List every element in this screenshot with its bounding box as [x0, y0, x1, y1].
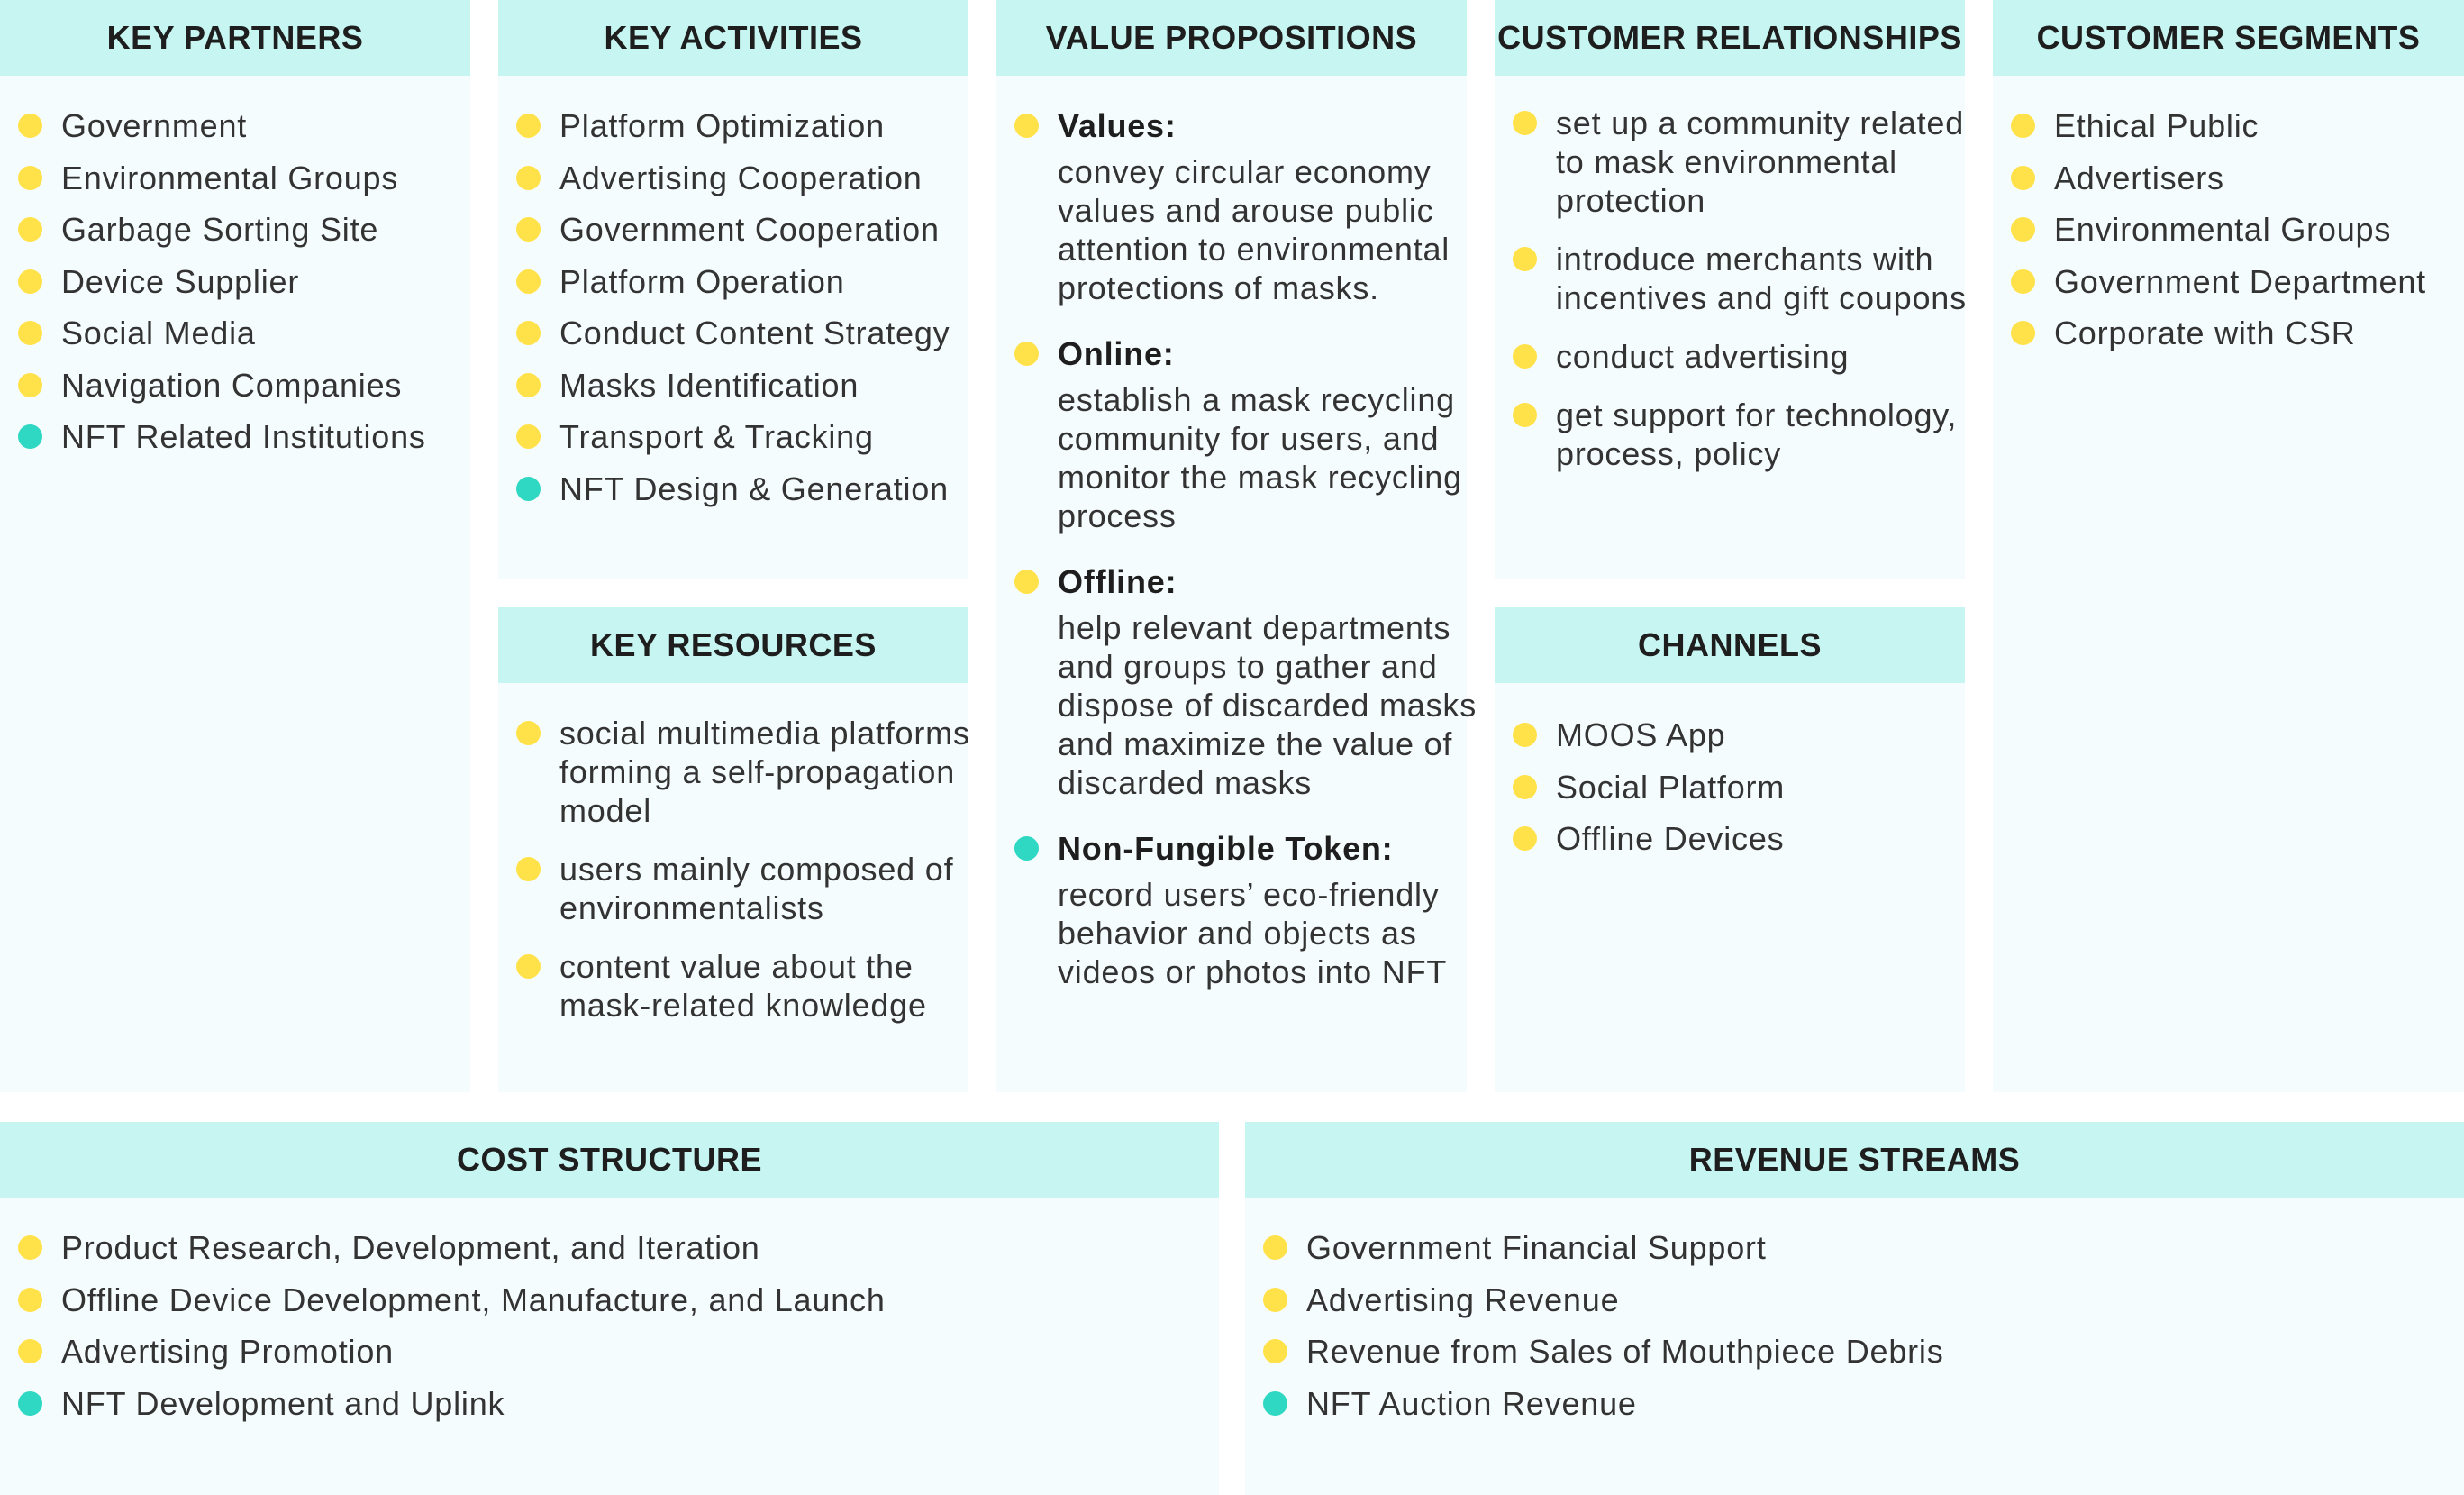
item-text-line: community for users, and [1058, 420, 1440, 457]
item-label: Garbage Sorting Site [61, 211, 379, 248]
item-label: Advertising Revenue [1306, 1281, 1620, 1318]
list-item [1993, 314, 2464, 352]
item-text-line: forming a self-propagation [559, 753, 956, 790]
item-title: Offline: [1058, 563, 1177, 600]
item-text-line: social multimedia platforms [559, 715, 970, 752]
yellow-bullet-icon [516, 424, 541, 449]
item-text-line: protections of masks. [1058, 269, 1379, 306]
item-text-line: attention to environmental [1058, 231, 1450, 268]
yellow-bullet-icon [1263, 1235, 1287, 1260]
item-label: Offline Devices [1556, 820, 1785, 857]
revenue-streams-list [1245, 1228, 2464, 1423]
yellow-bullet-icon [1014, 342, 1039, 366]
item-text-line: behavior and objects as [1058, 915, 1417, 952]
item-text-line: conduct advertising [1556, 338, 1850, 375]
yellow-bullet-icon [516, 857, 541, 881]
customer-segments-header: CUSTOMER SEGMENTS [1993, 0, 2464, 76]
item-text-line: record users’ eco-friendly [1058, 876, 1440, 913]
yellow-bullet-icon [1513, 247, 1537, 271]
list-item [498, 210, 968, 249]
item-label: Revenue from Sales of Mouthpiece Debris [1306, 1333, 1944, 1370]
list-item [498, 106, 968, 145]
yellow-bullet-icon [1513, 775, 1537, 799]
yellow-bullet-icon [1513, 111, 1537, 135]
yellow-bullet-icon [1513, 403, 1537, 427]
item-text-line: and maximize the value of [1058, 725, 1453, 762]
list-item [1993, 106, 2464, 145]
item-label: Transport & Tracking [559, 418, 874, 455]
item-label: Advertising Cooperation [559, 159, 923, 196]
yellow-bullet-icon [18, 373, 42, 397]
item-label: Navigation Companies [61, 366, 403, 404]
list-item [0, 262, 470, 301]
item-label: NFT Design & Generation [559, 469, 949, 507]
yellow-bullet-icon [2011, 217, 2035, 242]
teal-bullet-icon [18, 424, 42, 449]
list-item [996, 106, 1467, 307]
list-item [0, 159, 470, 197]
yellow-bullet-icon [18, 1288, 42, 1312]
yellow-bullet-icon [516, 217, 541, 242]
yellow-bullet-icon [18, 166, 42, 190]
item-label: Environmental Groups [2054, 211, 2392, 248]
yellow-bullet-icon [1014, 114, 1039, 138]
item-text-line: environmentalists [559, 889, 824, 926]
list-item [0, 314, 470, 352]
list-item [0, 1228, 1219, 1267]
yellow-bullet-icon [1263, 1288, 1287, 1312]
customer-segments-panel [1993, 0, 2464, 1092]
item-label: Platform Operation [559, 262, 845, 300]
list-item [0, 1281, 1219, 1319]
yellow-bullet-icon [18, 1339, 42, 1363]
list-item [0, 106, 470, 145]
yellow-bullet-icon [18, 217, 42, 242]
list-item [1245, 1332, 2464, 1371]
item-title: Online: [1058, 335, 1175, 372]
yellow-bullet-icon [516, 114, 541, 138]
item-text-line: get support for technology, [1556, 397, 1958, 433]
item-text-line: videos or photos into NFT [1058, 953, 1448, 990]
item-title: Values: [1058, 107, 1177, 144]
list-item [0, 1384, 1219, 1423]
item-text-line: values and arouse public [1058, 192, 1434, 229]
teal-bullet-icon [516, 477, 541, 501]
key-activities-list [498, 106, 968, 508]
key-resources-panel [498, 607, 968, 1092]
list-item [1993, 262, 2464, 301]
key-activities-panel [498, 0, 968, 579]
value-propositions-panel [996, 0, 1477, 1092]
item-text-line: dispose of discarded masks [1058, 687, 1477, 724]
list-item [0, 417, 470, 456]
item-label: Masks Identification [559, 366, 859, 404]
item-label: Advertising Promotion [61, 1333, 394, 1370]
list-item [1495, 716, 1965, 754]
cost-structure-panel [0, 1122, 1219, 1495]
list-item [996, 334, 1467, 535]
yellow-bullet-icon [516, 721, 541, 745]
list-item [1245, 1228, 2464, 1267]
item-text-line: introduce merchants with [1556, 241, 1934, 278]
list-item [498, 947, 968, 1025]
key-partners-panel [0, 0, 470, 1092]
item-label: Corporate with CSR [2054, 314, 2356, 351]
yellow-bullet-icon [18, 321, 42, 345]
key-partners-list [0, 106, 470, 456]
item-label: Government Cooperation [559, 211, 940, 248]
cost-structure-header: COST STRUCTURE [0, 1122, 1219, 1198]
list-item [0, 366, 470, 405]
key-activities-header: KEY ACTIVITIES [498, 0, 968, 76]
item-text-line: to mask environmental [1556, 143, 1897, 180]
item-text-line: content value about the [559, 948, 914, 985]
yellow-bullet-icon [2011, 269, 2035, 294]
item-text-line: protection [1556, 182, 1706, 219]
item-title: Non-Fungible Token: [1058, 830, 1394, 867]
yellow-bullet-icon [1513, 344, 1537, 369]
item-text-line: monitor the mask recycling [1058, 459, 1462, 496]
teal-bullet-icon [1014, 836, 1039, 861]
item-label: Product Research, Development, and Iteration [61, 1229, 760, 1266]
list-item [1495, 240, 1965, 317]
channels-panel [1495, 607, 1965, 1092]
item-label: Platform Optimization [559, 107, 885, 144]
item-label: NFT Development and Uplink [61, 1384, 505, 1422]
value-propositions-header: VALUE PROPOSITIONS [996, 0, 1467, 76]
item-text-line: process, policy [1556, 435, 1782, 472]
item-text-line: discarded masks [1058, 764, 1313, 801]
yellow-bullet-icon [516, 373, 541, 397]
yellow-bullet-icon [516, 269, 541, 294]
customer-segments-list [1993, 106, 2464, 352]
item-label: NFT Related Institutions [61, 418, 426, 455]
item-label: Environmental Groups [61, 159, 399, 196]
list-item [1993, 210, 2464, 249]
item-text-line: set up a community related [1556, 105, 1965, 141]
item-label: Government [61, 107, 248, 144]
item-text-line: convey circular economy [1058, 153, 1432, 190]
yellow-bullet-icon [1263, 1339, 1287, 1363]
item-text-line: model [559, 792, 652, 829]
yellow-bullet-icon [516, 321, 541, 345]
yellow-bullet-icon [18, 1235, 42, 1260]
cost-structure-list [0, 1228, 1219, 1423]
list-item [0, 210, 470, 249]
list-item [498, 314, 968, 352]
item-label: Government Department [2054, 262, 2426, 300]
item-text-line: users mainly composed of [559, 851, 954, 888]
teal-bullet-icon [18, 1391, 42, 1416]
revenue-streams-panel [1245, 1122, 2464, 1495]
item-label: Device Supplier [61, 262, 300, 300]
revenue-streams-header: REVENUE STREAMS [1245, 1122, 2464, 1198]
value-propositions-list [996, 106, 1477, 991]
item-label: NFT Auction Revenue [1306, 1384, 1637, 1422]
item-label: Social Platform [1556, 768, 1786, 806]
list-item [1495, 104, 1965, 220]
yellow-bullet-icon [2011, 166, 2035, 190]
key-partners-header: KEY PARTNERS [0, 0, 470, 76]
yellow-bullet-icon [1014, 570, 1039, 594]
item-label: Advertisers [2054, 159, 2224, 196]
teal-bullet-icon [1263, 1391, 1287, 1416]
item-label: Offline Device Development, Manufacture, and Launch [61, 1281, 886, 1318]
list-item [498, 159, 968, 197]
key-resources-list [498, 714, 968, 1025]
list-item [1245, 1384, 2464, 1423]
list-item [1245, 1281, 2464, 1319]
item-text-line: and groups to gather and [1058, 648, 1438, 685]
list-item [1495, 768, 1965, 807]
item-label: Ethical Public [2054, 107, 2259, 144]
yellow-bullet-icon [18, 114, 42, 138]
channels-list [1495, 716, 1965, 858]
customer-relationships-header: CUSTOMER RELATIONSHIPS [1495, 0, 1965, 76]
yellow-bullet-icon [2011, 114, 2035, 138]
list-item [498, 417, 968, 456]
list-item [498, 469, 968, 508]
yellow-bullet-icon [516, 954, 541, 979]
list-item [1495, 819, 1965, 858]
item-label: Conduct Content Strategy [559, 314, 950, 351]
customer-relationships-panel [1495, 0, 1965, 579]
customer-relationships-list [1495, 104, 1965, 473]
channels-header: CHANNELS [1495, 607, 1965, 683]
item-text-line: establish a mask recycling [1058, 381, 1455, 418]
list-item [1495, 337, 1965, 376]
list-item [996, 829, 1467, 991]
yellow-bullet-icon [2011, 321, 2035, 345]
item-text-line: help relevant departments [1058, 609, 1451, 646]
yellow-bullet-icon [516, 166, 541, 190]
yellow-bullet-icon [1513, 826, 1537, 851]
list-item [1495, 396, 1965, 473]
yellow-bullet-icon [18, 269, 42, 294]
list-item [498, 262, 968, 301]
item-label: Social Media [61, 314, 256, 351]
key-resources-header: KEY RESOURCES [498, 607, 968, 683]
list-item [996, 562, 1477, 802]
list-item [1993, 159, 2464, 197]
item-label: Government Financial Support [1306, 1229, 1767, 1266]
item-text-line: process [1058, 497, 1177, 534]
item-text-line: mask-related knowledge [559, 987, 927, 1024]
yellow-bullet-icon [1513, 723, 1537, 747]
list-item [498, 714, 968, 830]
list-item [498, 366, 968, 405]
item-text-line: incentives and gift coupons [1556, 279, 1967, 316]
item-label: MOOS App [1556, 716, 1726, 753]
list-item [498, 850, 968, 927]
list-item [0, 1332, 1219, 1371]
